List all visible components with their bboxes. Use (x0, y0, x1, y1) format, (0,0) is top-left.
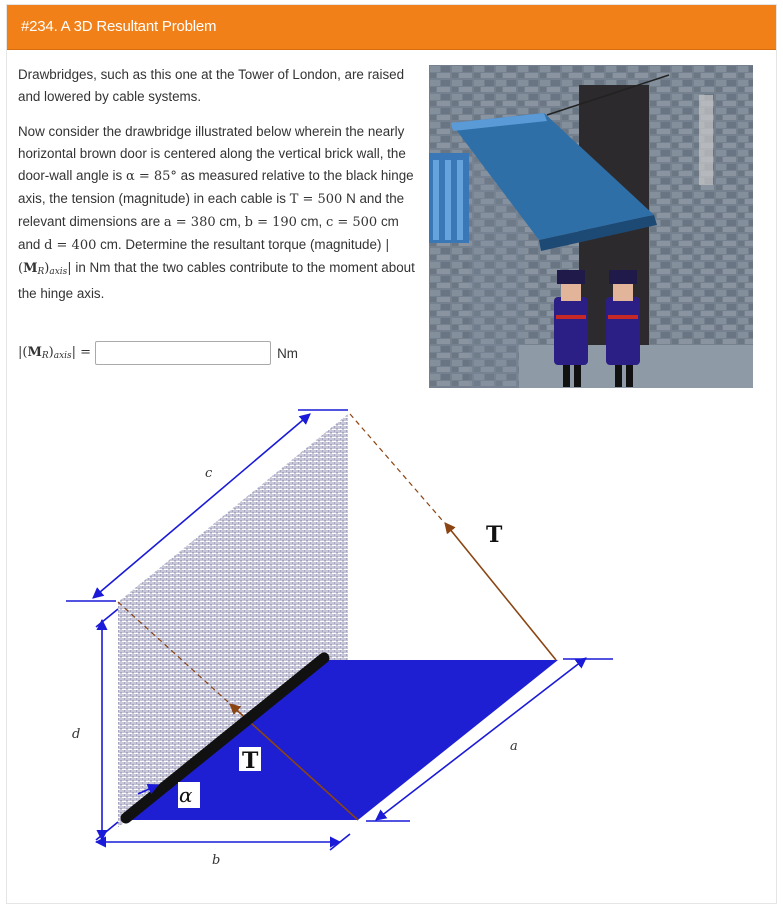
text-span: cm and (18, 214, 399, 252)
alpha-expression: α = 85° (125, 169, 177, 184)
label-alpha: α (179, 783, 193, 807)
text-span: as measured relative to the black hinge axis, the tension (magnitude) in each cable is (18, 168, 414, 206)
label-b: b (212, 853, 221, 868)
answer-label (18, 345, 91, 361)
label-T-mid: T (242, 748, 259, 774)
math-part: |( (18, 238, 390, 276)
card-header (7, 5, 776, 50)
math-part: | (67, 261, 72, 276)
problem-title: #234. A 3D Resultant Problem (21, 18, 217, 35)
answer-row (18, 338, 298, 368)
math-part: axis (49, 267, 68, 277)
answer-input[interactable] (95, 341, 271, 365)
math-part: M (23, 261, 38, 276)
math-part: | = (71, 345, 92, 360)
math-part: R (37, 267, 45, 277)
math-part: R (41, 351, 49, 361)
label-d: d (72, 727, 81, 742)
a-expression: a = 380 (163, 215, 216, 230)
math-part: |( (18, 345, 28, 360)
problem-details (18, 121, 423, 305)
dim-d-tick (96, 822, 118, 840)
drawbridge-diagram (58, 402, 618, 872)
text-span: N and the relevant dimensions are (18, 191, 405, 229)
text-span: Now consider the drawbridge illustrated below wherein the nearly horizontal brown door is centered along the vertical brick wall, the door-wall angle is (18, 124, 406, 183)
dim-d-tick (96, 609, 118, 627)
answer-unit: Nm (277, 345, 298, 361)
problem-statement (18, 64, 423, 318)
tension-expression: T = 500 (289, 192, 343, 207)
b-expression: b = 190 (244, 215, 297, 230)
label-a: a (510, 739, 518, 754)
dashed-cable (350, 414, 442, 520)
label-c: c (205, 466, 213, 481)
text-span: cm. Determine the resultant torque (magnitude) (96, 237, 386, 252)
label-T-top: T (486, 522, 503, 548)
drawbridge-photo (429, 65, 753, 388)
problem-intro: Drawbridges, such as this one at the Tower of London, are raised and lowered by cable systems. (18, 67, 405, 104)
text-span: in Nm that the two cables contribute to the moment about the hinge axis. (18, 260, 415, 301)
math-part: axis (53, 351, 72, 361)
text-span: cm, (215, 214, 245, 229)
math-part: ) (44, 261, 50, 276)
text-span: cm, (296, 214, 326, 229)
d-expression: d = 400 (44, 238, 97, 253)
c-expression: c = 500 (325, 215, 378, 230)
math-part: M (27, 345, 42, 360)
math-part: ) (48, 345, 54, 360)
